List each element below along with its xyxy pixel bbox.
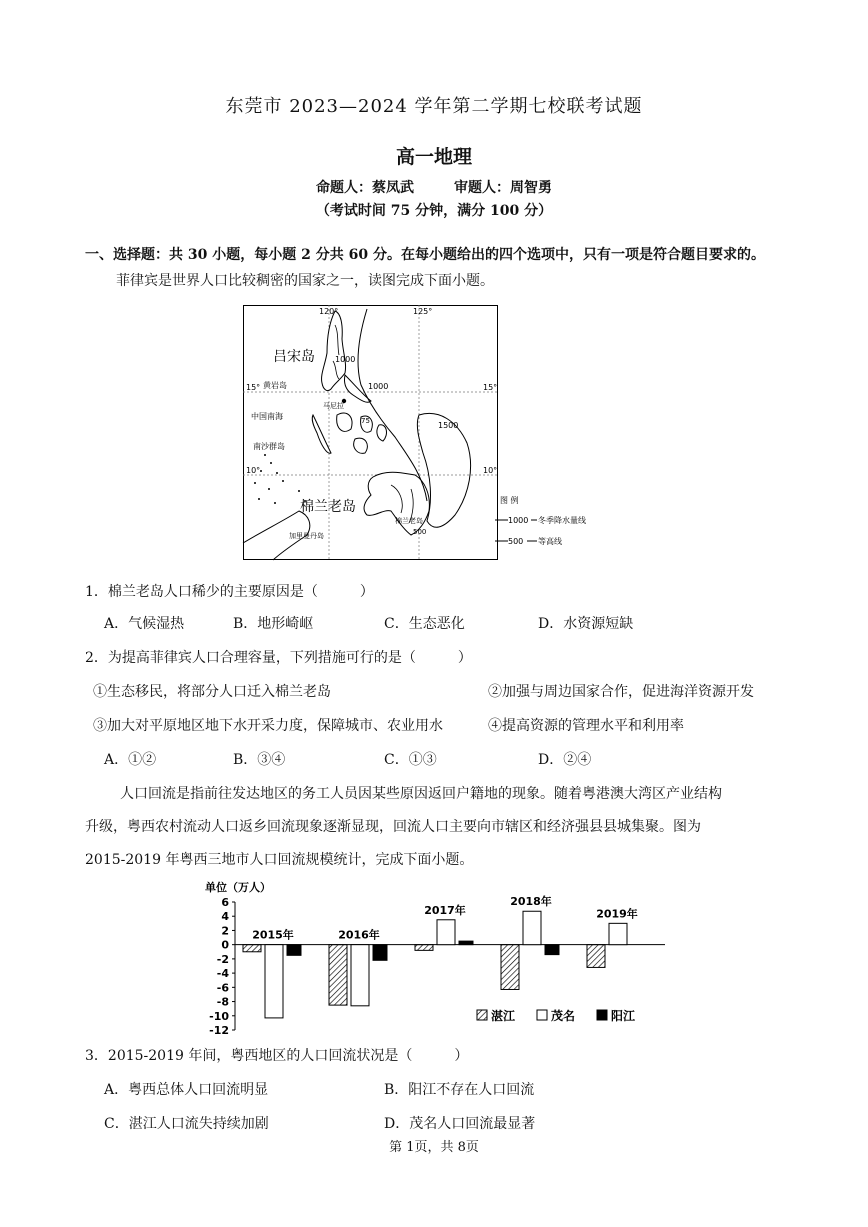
q3-stem: 3．2015-2019 年间，粤西地区的人口回流状况是（ ） bbox=[85, 1048, 469, 1064]
q1-option-a[interactable]: A．气候湿热 bbox=[104, 616, 185, 632]
bar-阳江 bbox=[459, 941, 473, 945]
mindanao-small-label: 棉兰老岛 bbox=[395, 517, 423, 525]
map-svg bbox=[243, 305, 586, 560]
y-tick-label: 0 bbox=[221, 938, 229, 952]
passage-line-2: 升级，粤西农村流动人口返乡回流现象逐渐显现，回流人口主要向市辖区和经济强县县城集聚。图为 bbox=[85, 819, 701, 835]
contour-1000-a: 1000 bbox=[335, 355, 356, 364]
lat15-right-label: 15° bbox=[483, 383, 498, 392]
bar-阳江 bbox=[373, 945, 387, 961]
category-label: 2016年 bbox=[338, 928, 380, 942]
bar-茂名 bbox=[265, 945, 283, 1018]
q2-statement-4: ④提高资源的管理水平和利用率 bbox=[488, 718, 684, 734]
bar-湛江 bbox=[243, 945, 261, 952]
y-tick-label: -12 bbox=[209, 1024, 229, 1037]
lon125-label: 125° bbox=[413, 307, 433, 316]
exam-info: （考试时间 75 分钟，满分 100 分） bbox=[315, 203, 553, 219]
author: 命题人：蔡凤武 bbox=[316, 180, 414, 196]
borneo-label: 加里曼丹岛 bbox=[289, 532, 324, 540]
lat15-left-label: 15° bbox=[246, 383, 261, 392]
passage-line-1: 人口回流是指前往发达地区的务工人员因某些原因返回户籍地的现象。随着粤港澳大湾区产业结构 bbox=[120, 786, 722, 802]
bar-茂名 bbox=[437, 920, 455, 945]
q2-statement-2: ②加强与周边国家合作，促进海洋资源开发 bbox=[488, 684, 754, 700]
legend-swatch-茂名 bbox=[537, 1010, 547, 1020]
q3-option-b[interactable]: B．阳江不存在人口回流 bbox=[384, 1082, 535, 1098]
bar-湛江 bbox=[415, 945, 433, 951]
category-label: 2018年 bbox=[510, 895, 552, 909]
manila-label: 马尼拉 bbox=[323, 402, 344, 410]
q2-option-d[interactable]: D．②④ bbox=[538, 752, 592, 768]
nansha-label: 南沙群岛 bbox=[253, 442, 285, 451]
passage-line-3: 2015-2019 年粤西三地市人口回流规模统计，完成下面小题。 bbox=[85, 852, 474, 868]
q2-option-c[interactable]: C．①③ bbox=[384, 752, 437, 768]
scs-label: 中国南海 bbox=[251, 412, 283, 421]
legend-swatch-阳江 bbox=[597, 1010, 607, 1020]
y-tick-label: -10 bbox=[209, 1009, 229, 1023]
contour-1500: 1500 bbox=[438, 421, 459, 430]
q2-statement-1: ①生态移民，将部分人口迁入棉兰老岛 bbox=[93, 684, 331, 700]
lat10-left-label: 10° bbox=[246, 466, 261, 475]
q2-option-b[interactable]: B．③④ bbox=[233, 752, 286, 768]
page-footer: 第 1页，共 8页 bbox=[389, 1140, 479, 1155]
section-heading: 一、选择题：共 30 小题，每小题 2 分共 60 分。在每小题给出的四个选项中，只有一项是符合题目要求的。 bbox=[85, 247, 765, 263]
philippines-map bbox=[243, 305, 586, 560]
category-label: 2015年 bbox=[252, 928, 294, 942]
q1-stem: 1．棉兰老岛人口稀少的主要原因是（ ） bbox=[85, 584, 374, 600]
q2-option-a[interactable]: A．①② bbox=[104, 752, 157, 768]
authors-line bbox=[0, 177, 868, 197]
chart-svg bbox=[195, 878, 675, 1038]
legend-swatch-湛江 bbox=[477, 1010, 487, 1020]
mindanao-label: 棉兰老岛 bbox=[300, 499, 356, 515]
legend-title: 图 例 bbox=[500, 496, 519, 505]
category-label: 2019年 bbox=[596, 907, 638, 921]
legend-1000-value: 1000 bbox=[508, 516, 529, 525]
q1-option-d[interactable]: D．水资源短缺 bbox=[538, 616, 634, 632]
lon120-label: 120° bbox=[319, 307, 339, 316]
y-tick-label: -8 bbox=[216, 995, 229, 1009]
bar-湛江 bbox=[587, 945, 605, 968]
y-tick-label: 2 bbox=[221, 924, 229, 938]
bar-茂名 bbox=[351, 945, 369, 1006]
bar-茂名 bbox=[523, 911, 541, 944]
q3-option-c[interactable]: C．湛江人口流失持续加剧 bbox=[104, 1116, 269, 1132]
q3-option-a[interactable]: A．粤西总体人口回流明显 bbox=[104, 1082, 269, 1098]
q2-stem: 2．为提高菲律宾人口合理容量，下列措施可行的是（ ） bbox=[85, 650, 472, 666]
lat10-right-label: 10° bbox=[483, 466, 498, 475]
bar-茂名 bbox=[609, 923, 627, 944]
q1-option-b[interactable]: B．地形崎岖 bbox=[233, 616, 314, 632]
luzon-label: 吕宋岛 bbox=[273, 349, 315, 365]
huangyan-label: 黄岩岛 bbox=[263, 381, 287, 390]
subject-title: 高一地理 bbox=[395, 146, 472, 168]
exam-title: 东莞市 2023—2024 学年第二学期七校联考试题 bbox=[225, 96, 643, 117]
legend-label-茂名: 茂名 bbox=[551, 1009, 576, 1023]
contour-500: 500 bbox=[413, 528, 427, 536]
y-tick-label: -6 bbox=[216, 981, 229, 995]
chart-ylabel: 单位（万人） bbox=[205, 881, 271, 894]
y-tick-label: 4 bbox=[221, 910, 229, 924]
y-tick-label: 6 bbox=[221, 896, 229, 909]
contour-1000-b: 1000 bbox=[368, 382, 389, 391]
bar-湛江 bbox=[501, 945, 519, 990]
y-tick-label: -2 bbox=[216, 952, 229, 966]
reviewer: 审题人：周智勇 bbox=[454, 180, 552, 196]
y-tick-label: -4 bbox=[216, 967, 229, 981]
legend-label-阳江: 阳江 bbox=[611, 1009, 636, 1023]
legend-500-value: 500 bbox=[508, 537, 524, 546]
category-label: 2017年 bbox=[424, 903, 466, 917]
bar-阳江 bbox=[545, 945, 559, 955]
bar-阳江 bbox=[287, 945, 301, 956]
legend-1000-label: 冬季降水量线 bbox=[538, 516, 586, 525]
bar-湛江 bbox=[329, 945, 347, 1005]
q1-option-c[interactable]: C．生态恶化 bbox=[384, 616, 465, 632]
population-return-chart bbox=[195, 878, 675, 1038]
intro-text: 菲律宾是世界人口比较稠密的国家之一，读图完成下面小题。 bbox=[116, 273, 494, 289]
contour-75: 75 bbox=[361, 417, 370, 425]
legend-500-label: 等高线 bbox=[538, 537, 562, 546]
q3-option-d[interactable]: D．茂名人口回流最显著 bbox=[384, 1116, 536, 1132]
q2-statement-3: ③加大对平原地区地下水开采力度，保障城市、农业用水 bbox=[93, 718, 443, 734]
map-legend bbox=[495, 495, 586, 546]
legend-label-湛江: 湛江 bbox=[491, 1009, 516, 1023]
